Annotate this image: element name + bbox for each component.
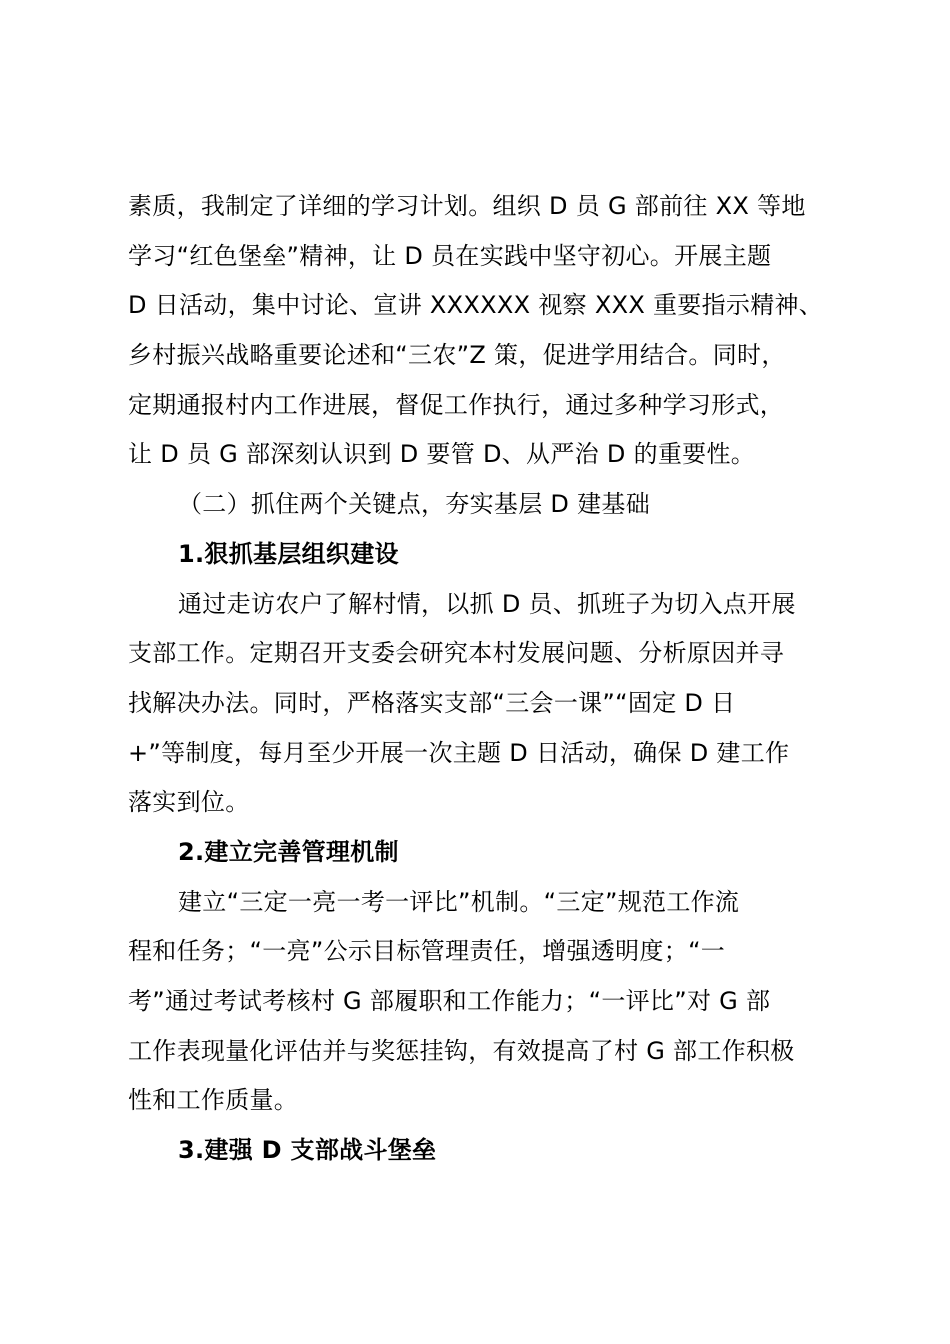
paragraph-line: 落实到位。: [128, 788, 250, 817]
paragraph-line: D 日活动，集中讨论、宣讲 XXXXXX 视察 XXX 重要指示精神、: [128, 291, 824, 320]
document-body: [128, 182, 848, 1176]
section-heading: （二）抓住两个关键点，夯实基层 D 建基础: [178, 490, 651, 519]
paragraph-line: 让 D 员 G 部深刻认识到 D 要管 D、从严治 D 的重要性。: [128, 440, 756, 469]
paragraph-line: 学习“红色堡垒”精神，让 D 员在实践中坚守初心。开展主题: [128, 241, 772, 270]
paragraph-line: +”等制度，每月至少开展一次主题 D 日活动，确保 D 建工作: [128, 738, 790, 767]
paragraph-line: 考”通过考试考核村 G 部履职和工作能力；“一评比”对 G 部: [128, 987, 771, 1015]
paragraph-line: 通过走访农户了解村情，以抓 D 员、抓班子为切入点开展: [178, 589, 796, 618]
paragraph-line: 建立“三定一亮一考一评比”机制。“三定”规范工作流: [178, 887, 740, 916]
paragraph-line: 找解决办法。同时，严格落实支部“三会一课”“固定 D 日: [128, 688, 736, 717]
paragraph-line: 支部工作。定期召开支委会研究本村发展问题、分析原因并寻: [128, 639, 785, 668]
paragraph-line: 素质，我制定了详细的学习计划。组织 D 员 G 部前往 XX 等地: [128, 192, 806, 220]
subsection-heading: 1.狠抓基层组织建设: [178, 539, 399, 568]
paragraph-line: 定期通报村内工作进展，督促工作执行，通过多种学习形式，: [128, 390, 785, 419]
paragraph-line: 乡村振兴战略重要论述和“三农”Z 策，促进学用结合。同时，: [128, 341, 786, 370]
paragraph-line: 性和工作质量。: [128, 1086, 299, 1115]
paragraph-line: 程和任务；“一亮”公示目标管理责任，增强透明度；“一: [128, 937, 726, 966]
subsection-heading: 3.建强 D 支部战斗堡垒: [178, 1136, 437, 1165]
subsection-heading: 2.建立完善管理机制: [178, 837, 399, 866]
paragraph-line: 工作表现量化评估并与奖惩挂钩，有效提高了村 G 部工作积极: [128, 1036, 795, 1065]
